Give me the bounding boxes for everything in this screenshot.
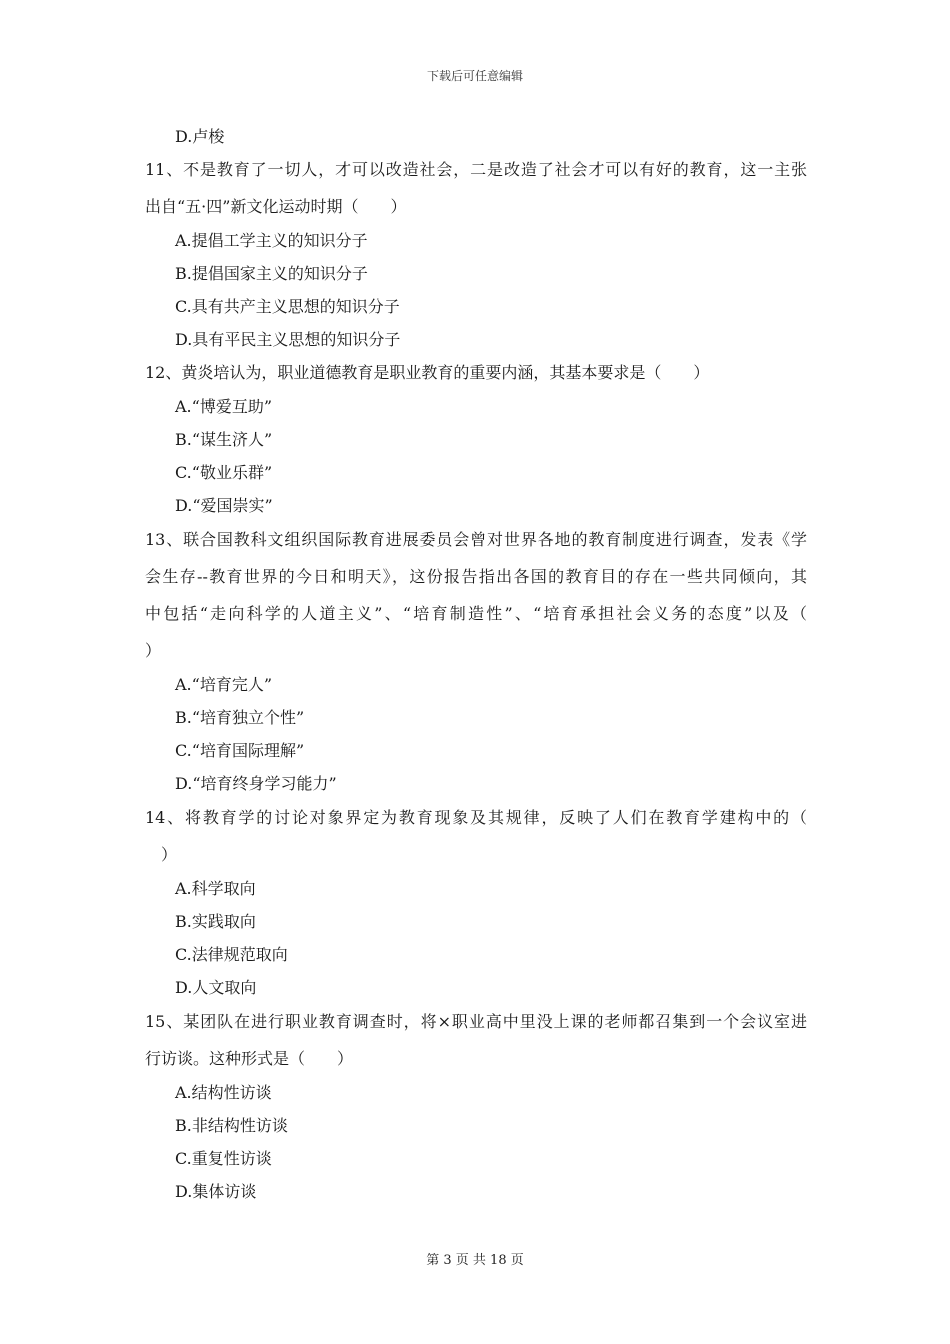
- question-11-line-2: 出自“五·四”新文化运动时期（ ）: [145, 197, 407, 216]
- option-q11-c: C.具有共产主义思想的知识分子: [175, 297, 400, 316]
- option-q15-a: A.结构性访谈: [175, 1083, 272, 1102]
- option-q12-b: B.“谋生济人”: [175, 430, 273, 449]
- option-q11-d: D.具有平民主义思想的知识分子: [175, 330, 401, 349]
- option-q12-c: C.“敬业乐群”: [175, 463, 273, 482]
- option-q15-d: D.集体访谈: [175, 1182, 257, 1201]
- question-14-line-2: ）: [145, 845, 178, 864]
- option-q11-a: A.提倡工学主义的知识分子: [175, 231, 368, 250]
- page-footer: 第 3 页 共 18 页: [426, 1253, 524, 1268]
- option-q14-b: B.实践取向: [175, 912, 256, 931]
- option-q11-b: B.提倡国家主义的知识分子: [175, 264, 368, 283]
- option-q13-b: B.“培育独立个性”: [175, 708, 305, 727]
- option-q12-d: D.“爱国崇实”: [175, 496, 273, 515]
- question-13-line-2: 会生存--教育世界的今日和明天》，这份报告指出各国的教育目的存在一些共同倾向，其: [145, 567, 807, 586]
- option-q15-b: B.非结构性访谈: [175, 1116, 288, 1135]
- question-13-line-3: 中包括“走向科学的人道主义”、“培育制造性”、“培育承担社会义务的态度”以及（: [145, 604, 807, 623]
- option-q12-a: A.“博爱互助”: [175, 397, 273, 416]
- option-q13-a: A.“培育完人”: [175, 675, 273, 694]
- option-q14-d: D.人文取向: [175, 978, 257, 997]
- question-14-line-1: 14、将教育学的讨论对象界定为教育现象及其规律，反映了人们在教育学建构中的（: [145, 808, 807, 827]
- option-q13-d: D.“培育终身学习能力”: [175, 774, 337, 793]
- question-13-line-4: ）: [145, 641, 162, 660]
- question-11-line-1: 11、不是教育了一切人，才可以改造社会，二是改造了社会才可以有好的教育，这一主张: [145, 160, 807, 179]
- question-15-line-1: 15、某团队在进行职业教育调查时，将×职业高中里没上课的老师都召集到一个会议室进: [145, 1012, 807, 1031]
- option-q13-c: C.“培育国际理解”: [175, 741, 305, 760]
- option-q14-a: A.科学取向: [175, 879, 256, 898]
- option-q10-d: D.卢梭: [175, 127, 225, 146]
- question-12-line-1: 12、黄炎培认为，职业道德教育是职业教育的重要内涵，其基本要求是（ ）: [145, 363, 710, 382]
- question-15-line-2: 行访谈。这种形式是（ ）: [145, 1049, 354, 1068]
- option-q15-c: C.重复性访谈: [175, 1149, 272, 1168]
- page-header: 下载后可任意编辑: [426, 69, 523, 83]
- question-13-line-1: 13、联合国教科文组织国际教育进展委员会曾对世界各地的教育制度进行调查，发表《学: [145, 530, 807, 549]
- option-q14-c: C.法律规范取向: [175, 945, 288, 964]
